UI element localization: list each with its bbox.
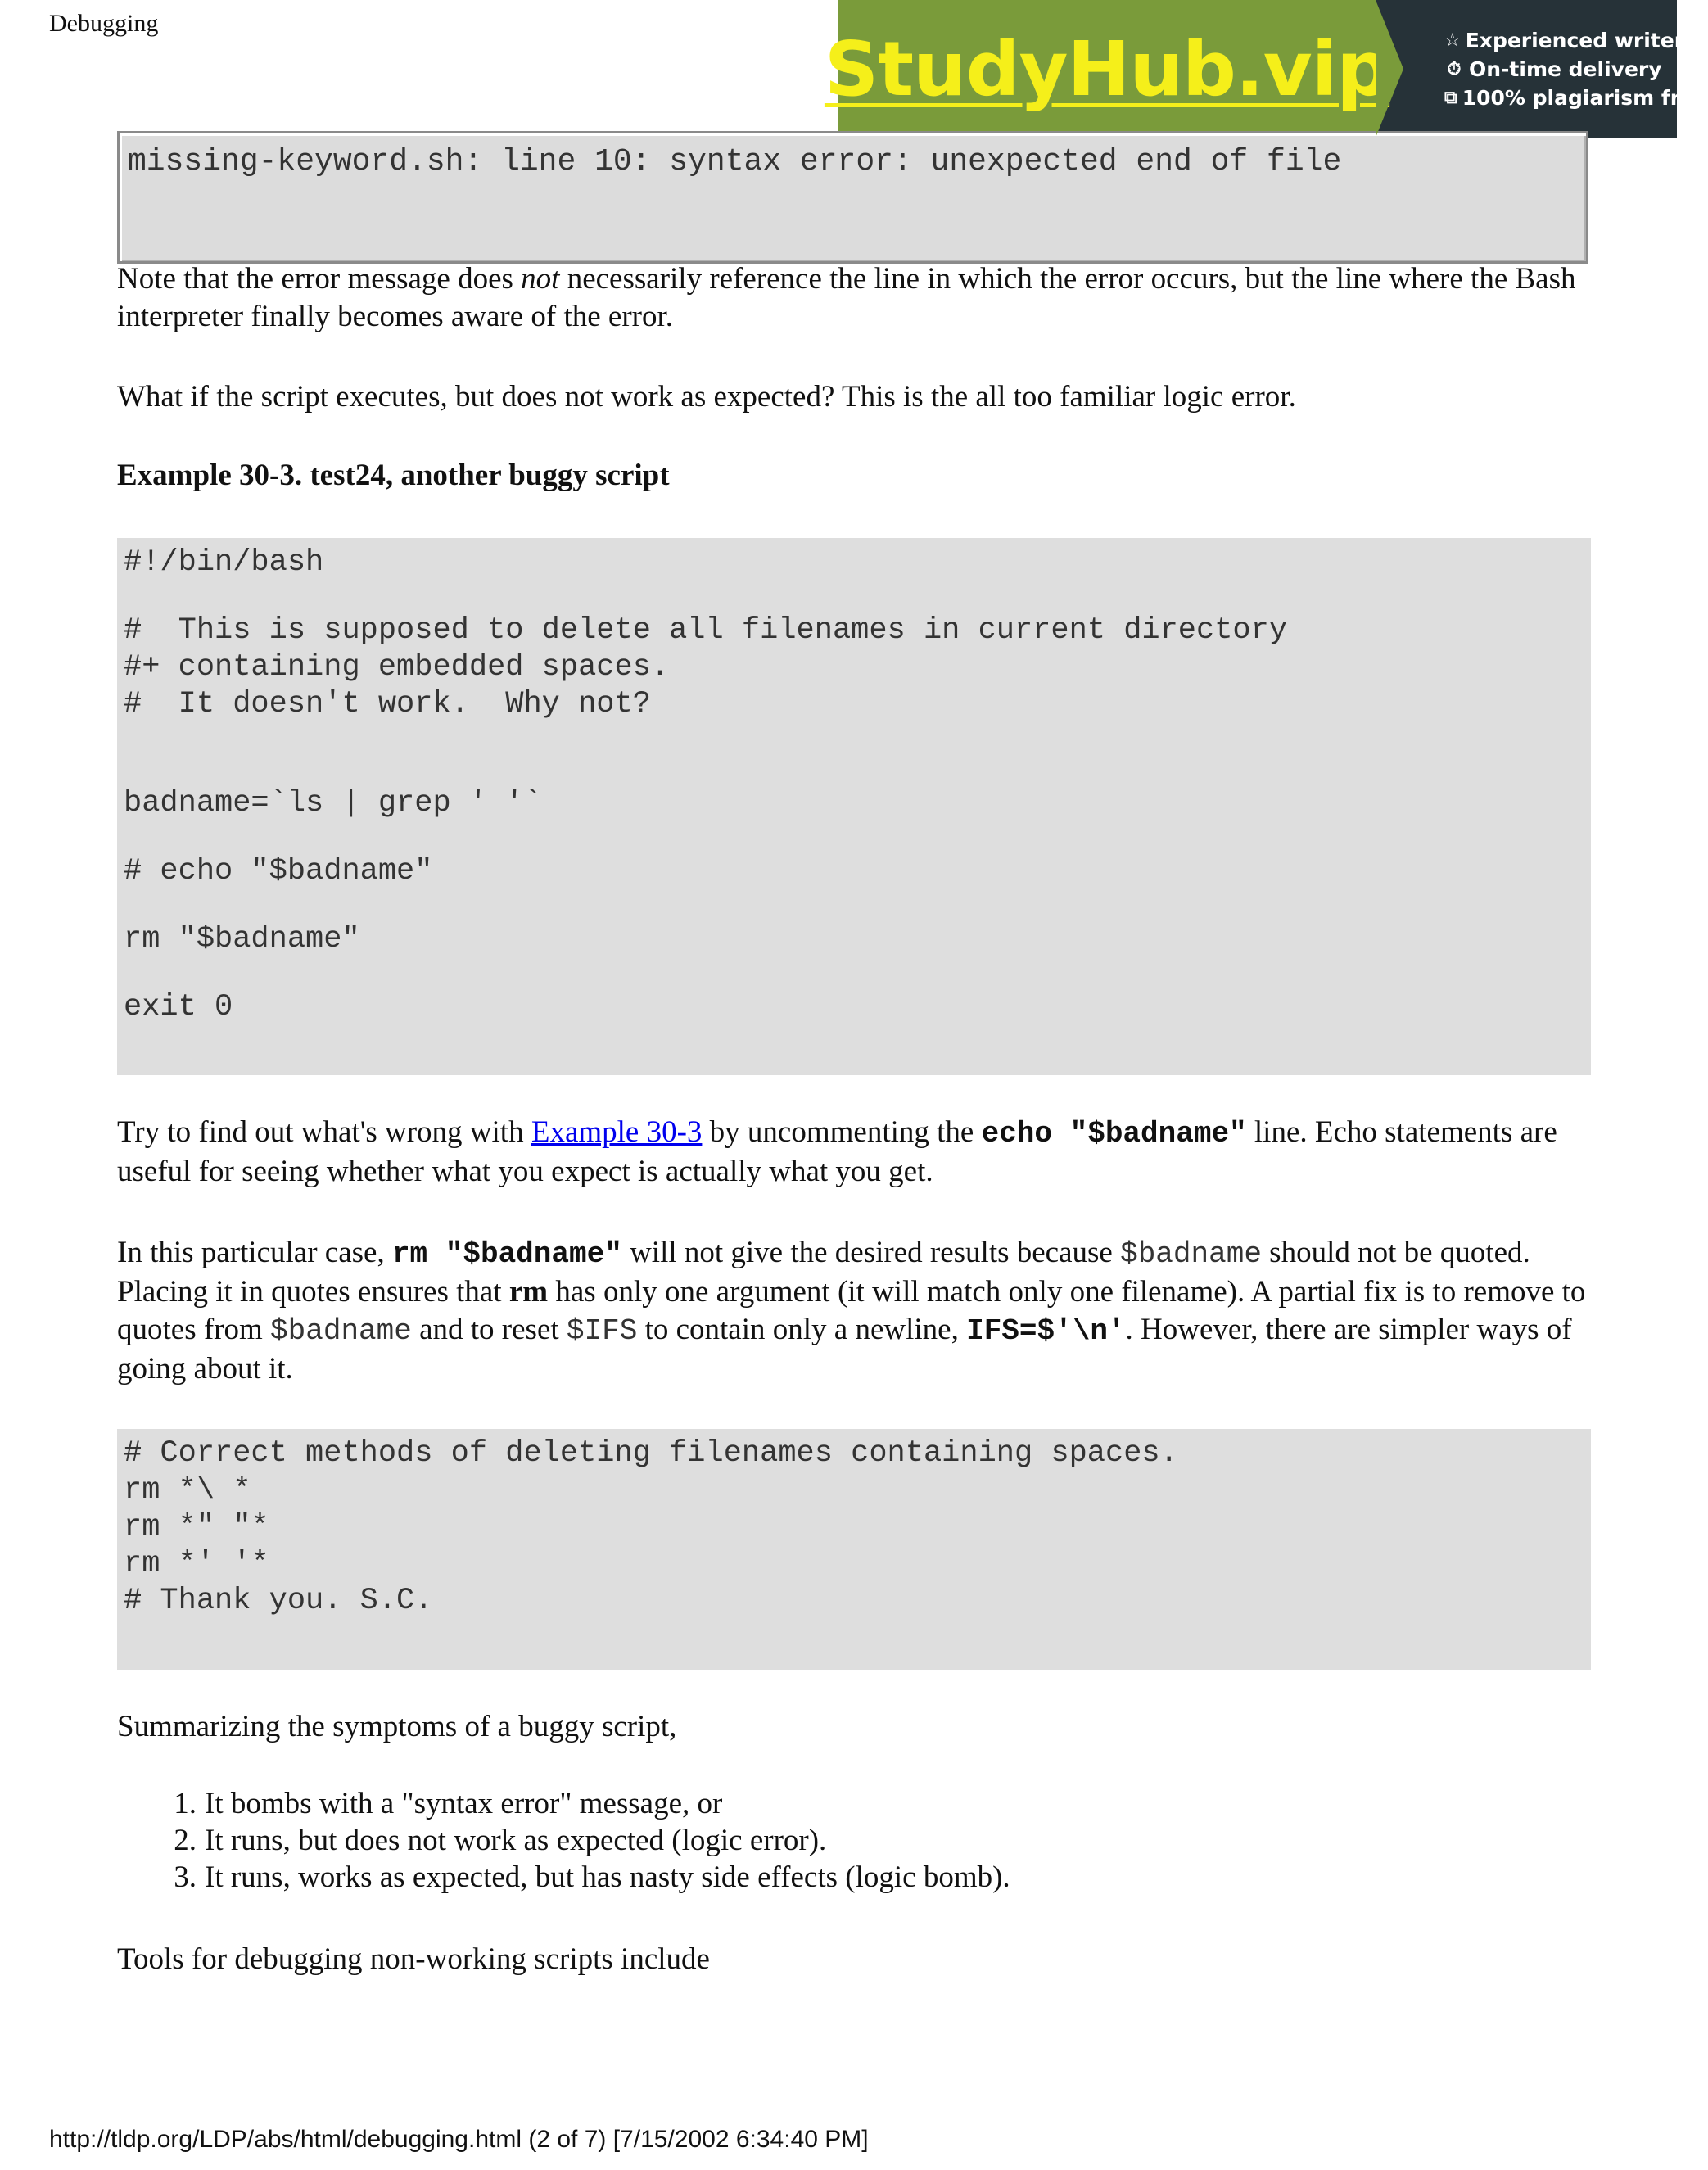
- banner-logo-area[interactable]: [824, 0, 1390, 138]
- text-run: In this particular case,: [117, 1236, 392, 1269]
- text-run: necessarily reference the line in which the error occurs, but the line where the Bash interpreter finally becomes aware of the error.: [117, 262, 1576, 333]
- code-line: # This is supposed to delete all filenames in current directory: [124, 613, 1288, 648]
- list-number: 3.: [174, 1860, 197, 1894]
- code-line: # It doesn't work. Why not?: [124, 687, 651, 721]
- code-line: [124, 958, 1584, 989]
- emphasis-not: not: [521, 262, 560, 296]
- example-30-3-link[interactable]: Example 30-3: [531, 1115, 703, 1149]
- list-number: 2.: [174, 1824, 197, 1857]
- banner-logo[interactable]: StudyHub.vip: [824, 25, 1390, 113]
- banner-feature-label: Experienced writers: [1465, 28, 1697, 52]
- text-run: Note that the error message does: [117, 262, 522, 296]
- code-line: [124, 822, 1584, 853]
- summary-intro: Summarizing the symptoms of a buggy script,: [117, 1710, 677, 1743]
- studyhub-banner[interactable]: [824, 0, 1708, 138]
- note-paragraph: [117, 260, 1591, 336]
- error-message-text: missing-keyword.sh: line 10: syntax error: unexpected end of file: [128, 144, 1342, 179]
- case-paragraph: [117, 1234, 1591, 1388]
- list-number: 1.: [174, 1787, 197, 1820]
- clock-icon: ⏱: [1447, 58, 1462, 79]
- list-item-text: It bombs with a "syntax error" message, or: [205, 1787, 723, 1820]
- page-section-title: Debugging: [49, 10, 159, 37]
- banner-feature-label: On-time delivery: [1469, 57, 1662, 81]
- banner-feature-label: 100% plagiarism free: [1462, 85, 1708, 110]
- text-run: by uncommenting the: [702, 1115, 982, 1149]
- text-run: line. Echo statements are useful for seeing whether what you expect is actually what you get.: [117, 1115, 1557, 1188]
- code-line: [124, 754, 1584, 785]
- text-run: . However, there are simpler ways of going about it.: [117, 1313, 1572, 1386]
- tools-intro: Tools for debugging non-working scripts include: [117, 1942, 710, 1976]
- banner-feature-writers: [1444, 28, 1697, 52]
- code-line: exit 0: [124, 990, 233, 1024]
- code-line: #+ containing embedded spaces.: [124, 650, 670, 685]
- code-line: # echo "$badname": [124, 854, 433, 888]
- example-code-box: [117, 538, 1591, 1075]
- error-message-box: [117, 131, 1588, 264]
- text-run: should not be quoted. Placing it in quotes ensures that: [117, 1236, 1530, 1309]
- code-line: rm *' '*: [124, 1547, 269, 1581]
- list-item: [117, 1785, 1591, 1822]
- text-run: will not give the desired results because: [621, 1236, 1121, 1269]
- text-run: has only one argument (it will match only one filename). A partial fix is to remove to quotes from: [117, 1275, 1586, 1346]
- text-run: and to reset: [411, 1313, 567, 1346]
- text-run: Try to find out what's wrong with: [117, 1115, 531, 1149]
- code-line: # Thank you. S.C.: [124, 1584, 433, 1618]
- banner-features: [1376, 0, 1708, 138]
- code-line: # Correct methods of deleting filenames containing spaces.: [124, 1436, 1178, 1471]
- code-line: rm *" "*: [124, 1510, 269, 1544]
- list-item: [117, 1822, 1591, 1859]
- inline-code-echo: echo "$badname": [981, 1117, 1247, 1151]
- banner-feature-delivery: [1444, 57, 1677, 81]
- inline-code-badname: $badname: [1120, 1237, 1262, 1271]
- copy-check-icon: ⧉: [1444, 87, 1457, 108]
- try-paragraph: [117, 1114, 1591, 1191]
- example-title: Example 30-3. test24, another buggy script: [117, 459, 670, 492]
- inline-code-ifs-newline: IFS=$'\n': [966, 1314, 1126, 1348]
- list-item: [117, 1859, 1591, 1896]
- footer-url: http://tldp.org/LDP/abs/html/debugging.html (2 of 7) [7/15/2002 6:34:40 PM]: [49, 2126, 869, 2153]
- code-line: badname=`ls | grep ' '`: [124, 786, 542, 821]
- star-outline-icon: ☆: [1444, 29, 1461, 51]
- list-item-text: It runs, works as expected, but has nasty side effects (logic bomb).: [205, 1860, 1010, 1894]
- logic-error-paragraph: What if the script executes, but does not work as expected? This is the all too familiar logic error.: [117, 380, 1296, 414]
- bold-rm: rm: [508, 1275, 549, 1309]
- code-line: [124, 890, 1584, 921]
- code-line: [124, 581, 1584, 613]
- symptoms-list: [117, 1785, 1591, 1896]
- code-line: rm *\ *: [124, 1473, 251, 1508]
- code-line: [124, 723, 1584, 754]
- list-item-text: It runs, but does not work as expected (logic error).: [205, 1824, 827, 1857]
- inline-code-ifs: $IFS: [566, 1314, 638, 1348]
- correct-methods-code-box: [117, 1429, 1591, 1670]
- inline-code-rm: rm "$badname": [391, 1237, 622, 1271]
- banner-feature-plagiarism: [1444, 85, 1708, 110]
- code-line: #!/bin/bash: [124, 545, 324, 580]
- inline-code-badname: $badname: [270, 1314, 412, 1348]
- code-line: rm "$badname": [124, 922, 360, 956]
- text-run: to contain only a newline,: [637, 1313, 967, 1346]
